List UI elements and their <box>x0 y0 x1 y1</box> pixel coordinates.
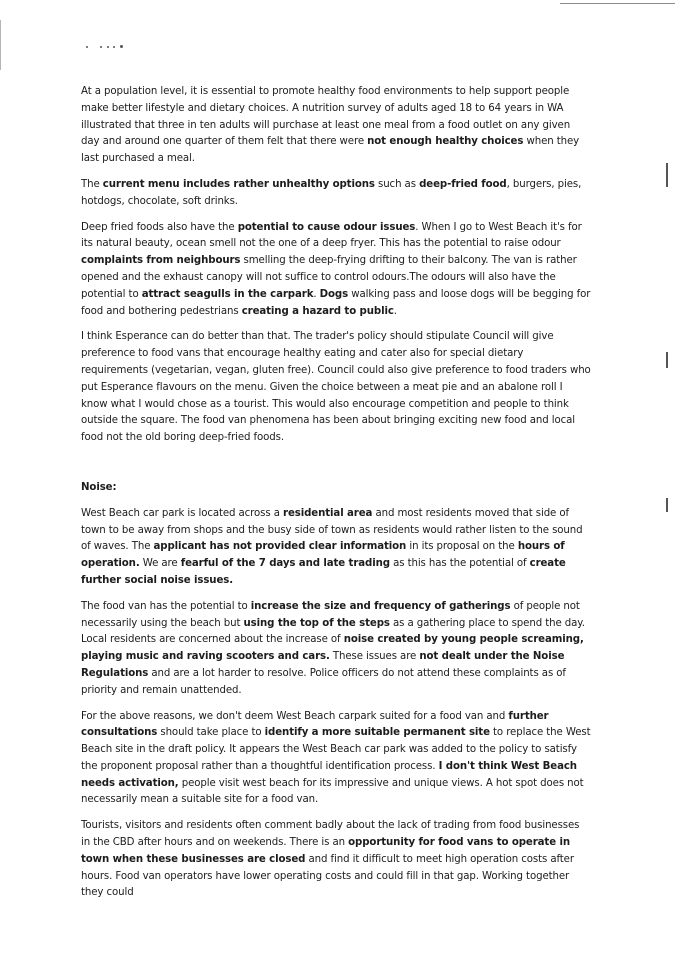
text-run: Tourists, visitors and residents often comment badly about the lack of trading from food businesses in the CBD after hours and on weekends. There is an <box>81 820 580 849</box>
text-run: of people not necessarily using the beach but <box>81 600 580 629</box>
paragraph <box>81 818 591 902</box>
scan-speck <box>100 46 102 48</box>
emphasis-text: further consultations <box>81 710 549 739</box>
emphasis-text: deep-fried food <box>419 178 507 190</box>
margin-mark <box>666 498 668 512</box>
text-run: At a population level, it is essential to promote healthy food environments to help support people make better lifestyle and dietary choices. A nutrition survey of adults aged 18 to 64 years in WA illustrated that three in ten adults will purchase at least one meal from a food outlet on any given day and around one quarter of them felt that there were <box>81 86 571 148</box>
emphasis-text: not enough healthy choices <box>367 136 524 148</box>
paragraph <box>81 84 591 168</box>
text-run: when they last purchased a meal. <box>81 136 580 165</box>
emphasis-text: not dealt under the Noise Regulations <box>81 651 565 679</box>
paragraph <box>81 329 591 447</box>
margin-mark <box>666 163 668 187</box>
text-run: We are <box>139 558 181 570</box>
text-run: walking pass and loose dogs will be begging for food and bothering pedestrians <box>81 288 591 317</box>
scan-speck <box>113 46 115 48</box>
scan-speck <box>86 46 88 48</box>
emphasis-text: noise created by young people screaming, playing music and raving scooters and cars. <box>81 634 584 663</box>
margin-mark <box>666 352 668 368</box>
emphasis-text: fearful of the 7 days and late trading <box>180 558 390 570</box>
text-run: I think Esperance can do better than that. The trader's policy should stipulate Council will give preference to food vans that encourage healthy eating and cater also for special dietary requirements (vegetarian, vegan, gluten free). Council could also give preference to food traders who put Esperance flavours on the menu. Given the choice between a meat pie and an abalone roll I know what I would chose as a tourist. This would also encourage competition and people to think outside the square. The food van phenomena has been about bringing exciting new food and local food not the old boring deep-fried foods. <box>81 331 591 444</box>
text-run: should take place to <box>157 727 265 739</box>
paragraph <box>81 709 591 810</box>
section-gap <box>81 456 591 480</box>
text-run: such as <box>374 178 420 190</box>
text-run: These issues are <box>329 651 420 663</box>
text-run: and are a lot harder to resolve. Police officers do not attend these complaints as of priority and remain unattended. <box>81 667 566 696</box>
paragraph <box>81 220 591 321</box>
text-run: , burgers, pies, hotdogs, chocolate, soft drinks. <box>81 178 582 207</box>
emphasis-text: identify a more suitable permanent site <box>264 727 490 739</box>
text-run: smelling the deep-frying drifting to their balcony. The van is rather opened and the exhaust canopy will not suffice to control odours.The odours will also have the potential to <box>81 255 577 300</box>
scan-speck <box>107 46 109 48</box>
text-run: The food van has the potential to <box>81 600 251 612</box>
emphasis-text: residential area <box>283 507 373 519</box>
text-run: and most residents moved that side of town to be away from shops and the busy side of town as residents would rather listen to the sound of waves. The <box>81 507 583 553</box>
scan-speck <box>120 45 123 48</box>
text-run: . When I go to West Beach it's for its natural beauty, ocean smell not the one of a deep fryer. This has the potential to raise odour <box>81 221 582 250</box>
text-run: people visit west beach for its impressive and unique views. A hot spot does not necessarily mean a suitable site for a food van. <box>81 777 584 806</box>
emphasis-text: create further social noise issues. <box>81 558 566 586</box>
text-run: For the above reasons, we don't deem West Beach carpark suited for a food van and <box>81 710 509 722</box>
text-run: Deep fried foods also have the <box>81 221 238 233</box>
emphasis-text: attract seagulls in the carpark <box>141 288 314 300</box>
text-run: as this has the potential of <box>389 558 530 570</box>
body-text <box>81 84 591 911</box>
noise-heading: Noise: <box>81 481 117 493</box>
text-run: The <box>81 178 103 190</box>
emphasis-text: hours of operation. <box>81 541 565 570</box>
paragraph <box>81 177 591 211</box>
scan-edge-line <box>560 3 675 4</box>
emphasis-text: complaints from neighbours <box>81 255 241 267</box>
text-run: West Beach car park is located across a <box>81 507 284 519</box>
text-run: . <box>393 305 397 317</box>
text-run: as a gathering place to spend the day. Local residents are concerned about the increase of <box>81 617 585 646</box>
emphasis-text: potential to cause odour issues <box>237 221 416 233</box>
paragraph <box>81 599 591 700</box>
emphasis-text: I don't think West Beach needs activation, <box>81 760 577 789</box>
emphasis-text: Dogs <box>319 288 349 300</box>
text-run: . <box>313 288 320 300</box>
emphasis-text: increase the size and frequency of gatherings <box>250 600 511 612</box>
text-run: and find it difficult to meet high operation costs after hours. Food van operators have lower operating costs and could fill in that gap. Working together they could <box>81 853 574 899</box>
emphasis-text: current menu includes rather unhealthy options <box>102 178 375 190</box>
text-run: to replace the West Beach site in the draft policy. It appears the West Beach car park was added to the policy to satisfy the proponent proposal rather than a thoughtful identification process. <box>81 727 591 772</box>
text-run: in its proposal on the <box>406 541 518 553</box>
emphasis-text: using the top of the steps <box>243 617 390 629</box>
emphasis-text: creating a hazard to public <box>241 305 394 317</box>
emphasis-text: applicant has not provided clear information <box>153 541 407 553</box>
emphasis-text: opportunity for food vans to operate in town when these businesses are closed <box>81 837 571 865</box>
paragraph <box>81 506 591 590</box>
scan-edge-line <box>0 20 1 70</box>
